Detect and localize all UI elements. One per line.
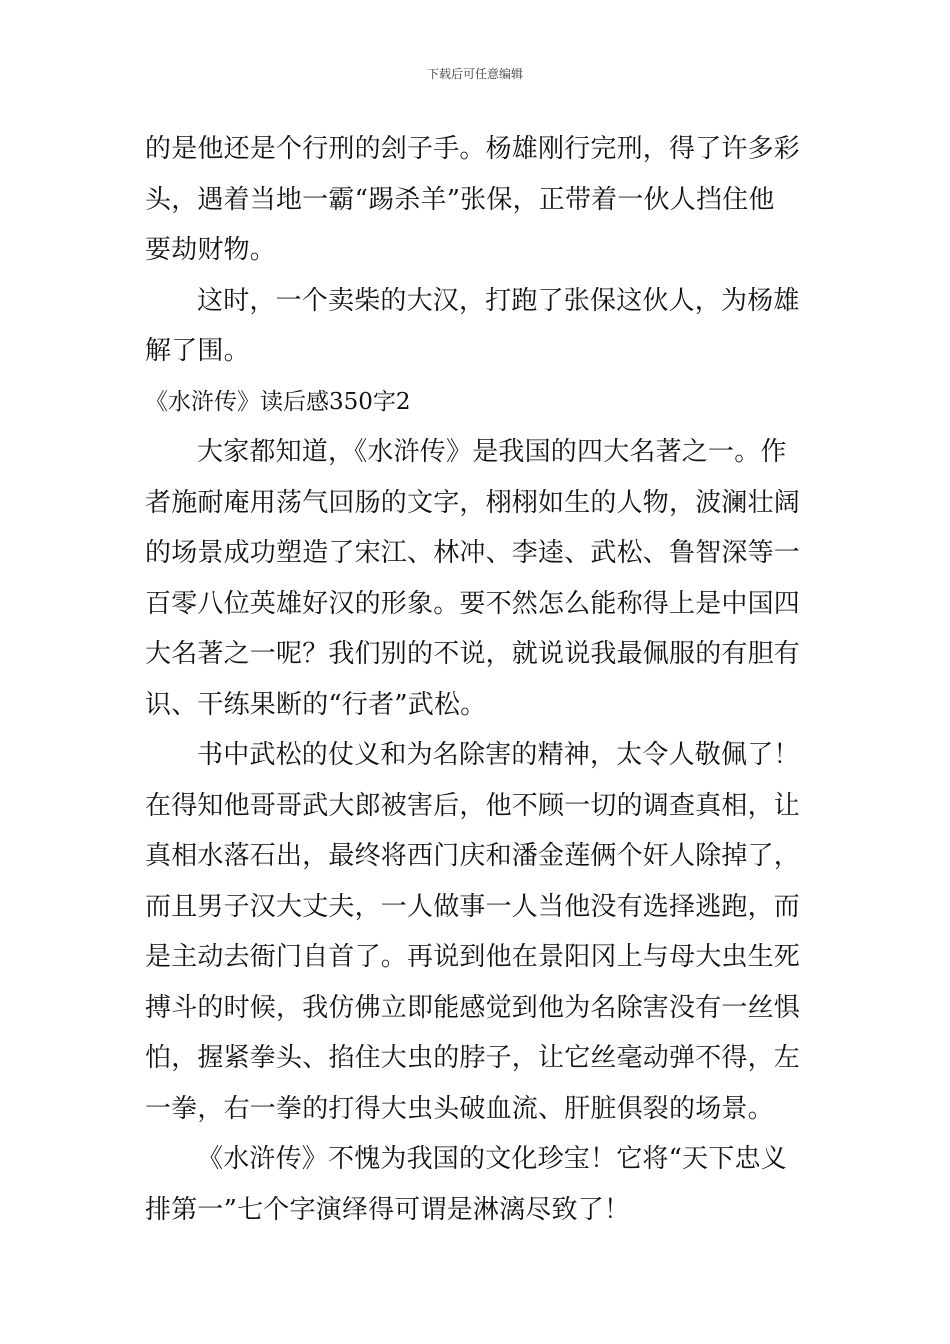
page-header-note: 下载后可任意编辑 <box>426 67 523 81</box>
text-line: 者施耐庵用荡气回肠的文字，栩栩如生的人物，波澜壮阔 <box>145 487 801 518</box>
text-line: 要劫财物。 <box>145 235 277 265</box>
section-title: 《水浒传》读后感350字2 <box>145 388 411 415</box>
text-line: 书中武松的仗义和为名除害的精神，太令人敬佩了！ <box>197 740 800 770</box>
text-line: 在得知他哥哥武大郎被害后，他不顾一切的调查真相，让 <box>145 790 801 821</box>
text-line: 的是他还是个行刑的刽子手。杨雄刚行完刑，得了许多彩 <box>145 134 801 164</box>
text-line: 头，遇着当地一霸“踢杀羊”张保，正带着一伙人挡住他 <box>145 184 775 215</box>
text-line: 是主动去衙门自首了。再说到他在景阳冈上与母大虫生死 <box>145 942 801 972</box>
text-line: 排第一”七个字演绎得可谓是淋漓尽致了！ <box>145 1194 631 1225</box>
text-line: 而且男子汉大丈夫，一人做事一人当他没有选择逃跑，而 <box>145 891 801 922</box>
text-line: 解了围。 <box>145 336 250 366</box>
text-line: 一拳，右一拳的打得大虫头破血流、肝脏俱裂的场景。 <box>145 1093 774 1124</box>
text-line: 百零八位英雄好汉的形象。要不然怎么能称得上是中国四 <box>145 588 801 619</box>
text-line: 大家都知道，《水浒传》是我国的四大名著之一。作 <box>197 437 787 467</box>
document-body <box>145 124 807 1235</box>
text-line: 《水浒传》不愧为我国的文化珍宝！它将“天下忠义 <box>197 1144 787 1174</box>
text-line: 怕，握紧拳头、掐住大虫的脖子，让它丝毫动弹不得，左 <box>145 1043 801 1073</box>
text-line: 大名著之一呢？我们别的不说，就说说我最佩服的有胆有 <box>145 639 801 669</box>
text-line: 搏斗的时候，我仿佛立即能感觉到他为名除害没有一丝惧 <box>145 992 801 1023</box>
text-line: 这时，一个卖柴的大汉，打跑了张保这伙人，为杨雄 <box>197 285 800 316</box>
text-line: 真相水落石出，最终将西门庆和潘金莲俩个奸人除掉了， <box>145 841 801 871</box>
text-line: 的场景成功塑造了宋江、林冲、李逵、武松、鲁智深等一 <box>145 538 801 568</box>
text-line: 识、干练果断的“行者”武松。 <box>145 689 487 720</box>
